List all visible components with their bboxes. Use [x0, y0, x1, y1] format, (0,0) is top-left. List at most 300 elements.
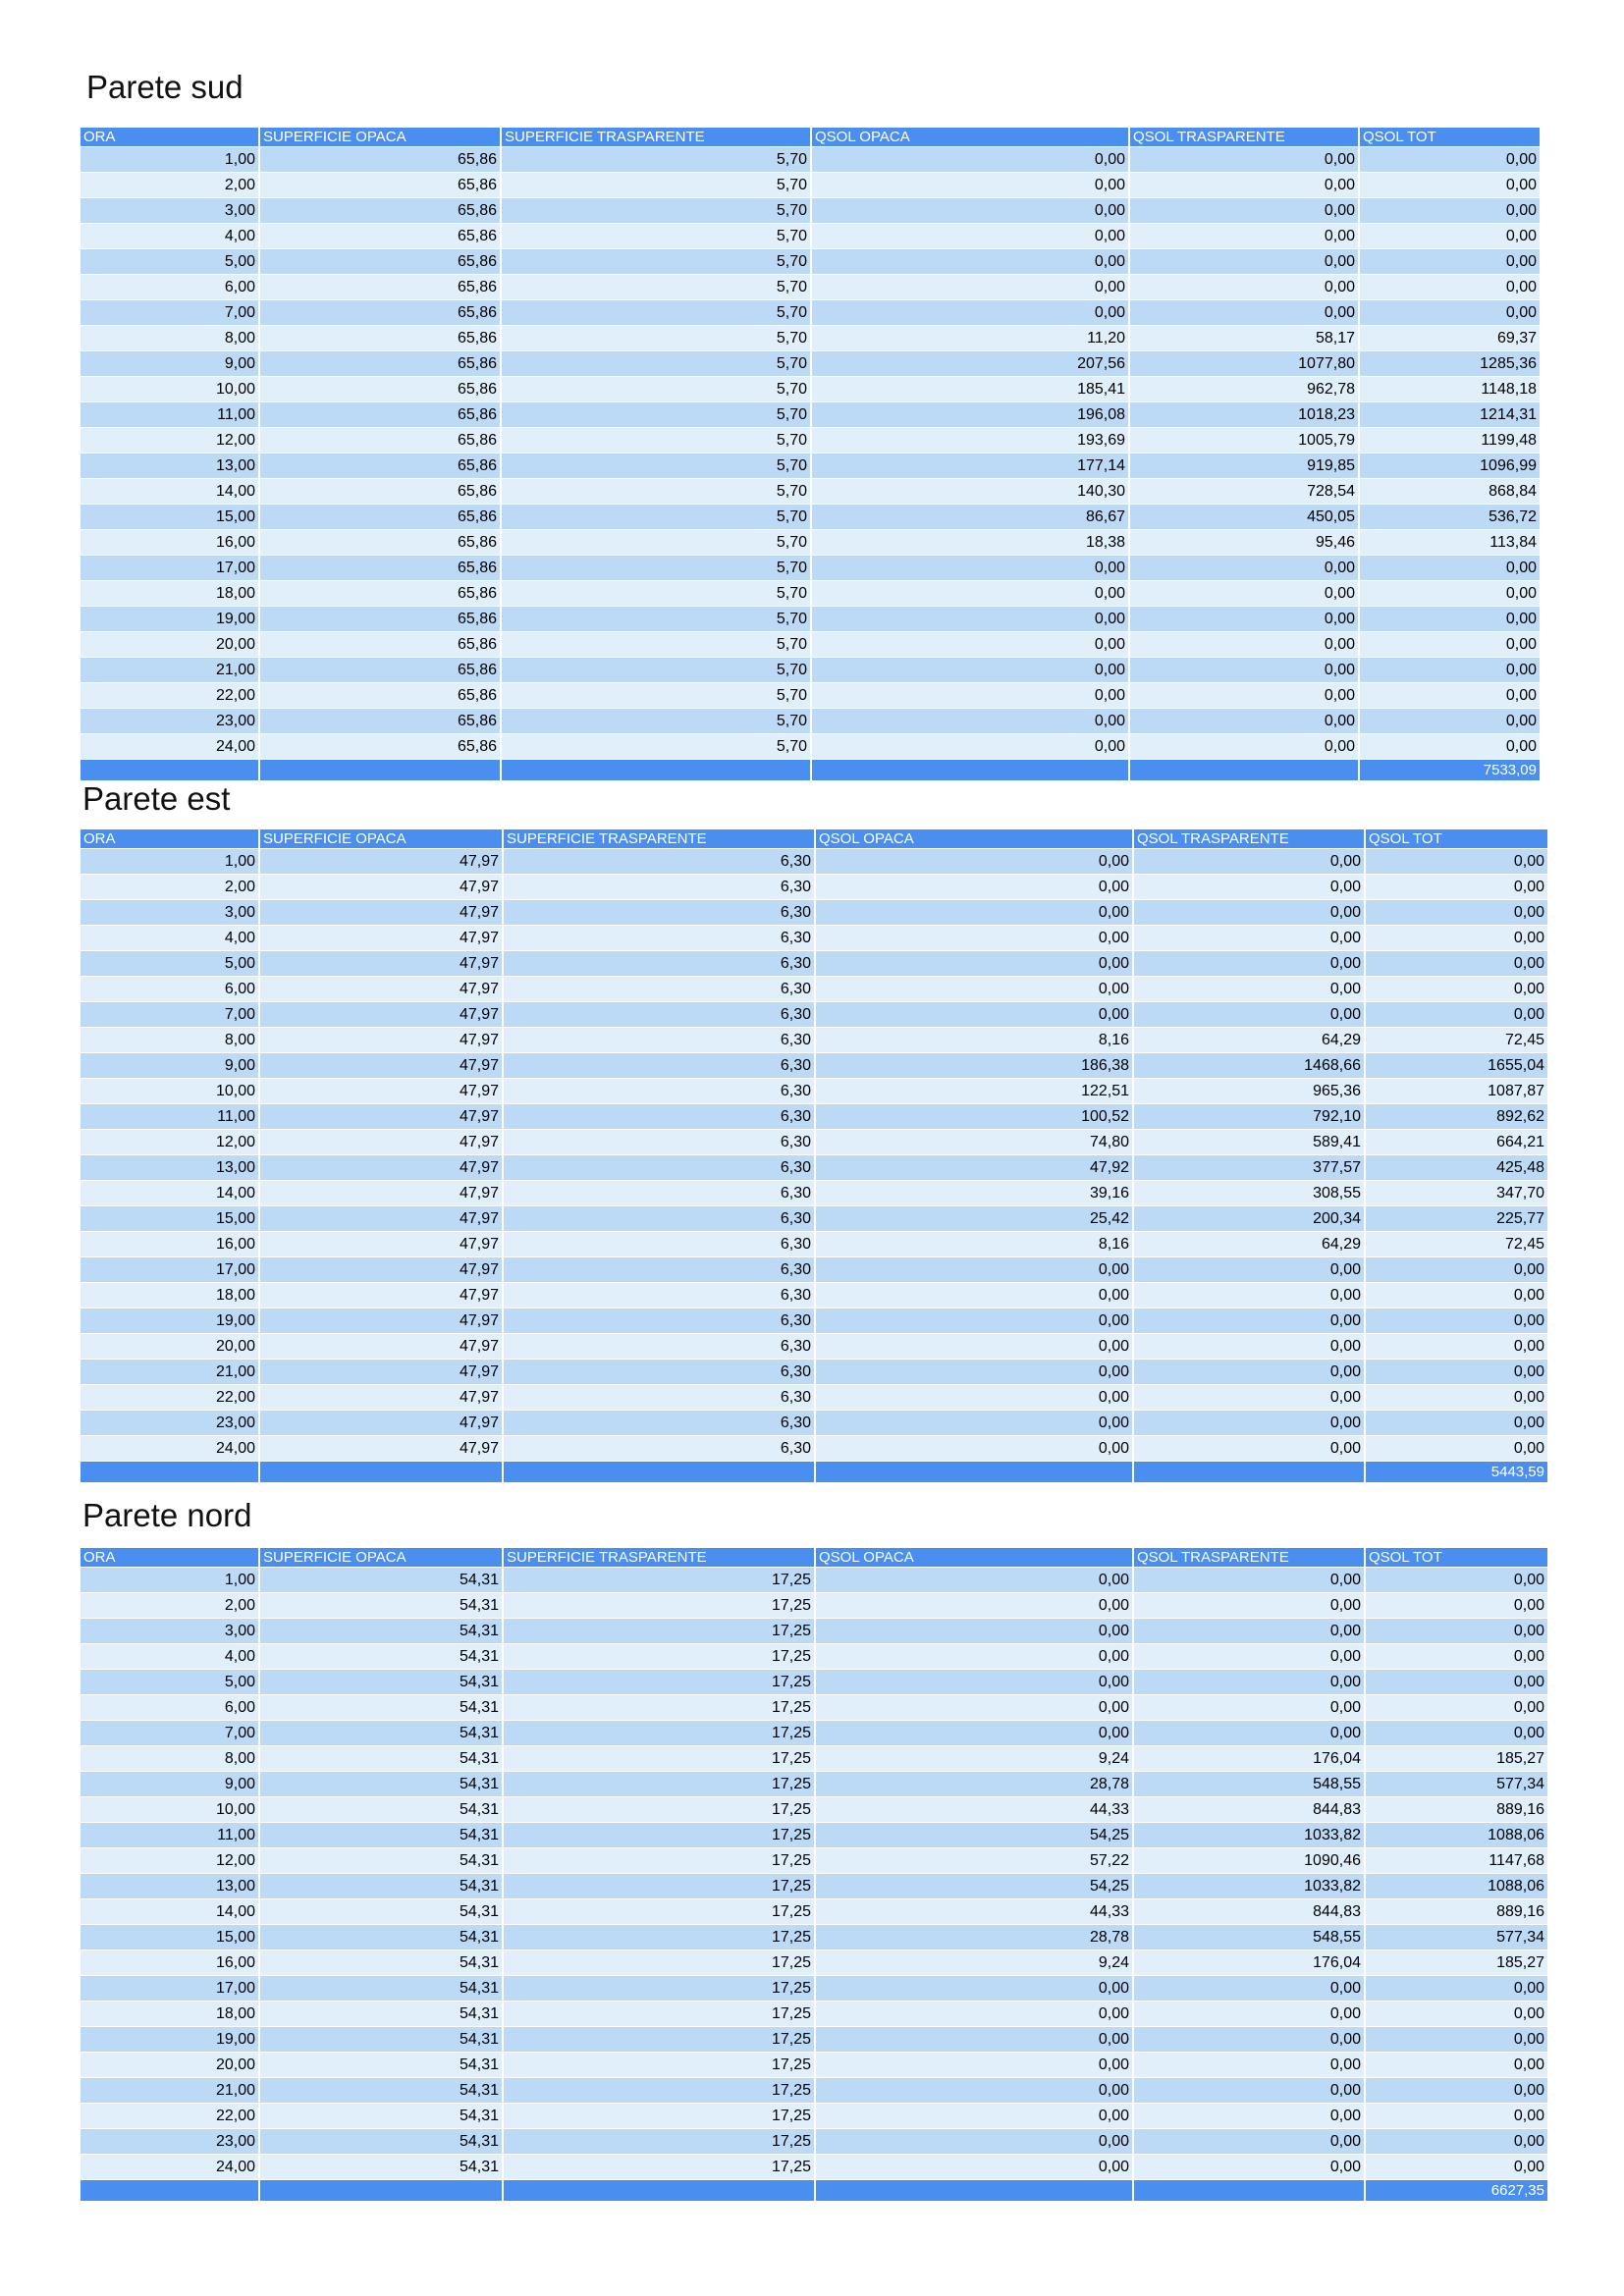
total-cell-empty — [1129, 760, 1359, 781]
table-cell: 6,30 — [503, 1385, 815, 1411]
table-cell: 0,00 — [1365, 1619, 1547, 1644]
table-cell: 2,00 — [81, 173, 259, 198]
table-cell: 5,70 — [501, 326, 811, 351]
table-cell: 176,04 — [1133, 1950, 1365, 1976]
table-row — [81, 1181, 1547, 1206]
table-cell: 17,25 — [503, 1746, 815, 1772]
table-cell: 19,00 — [81, 1308, 259, 1334]
table-cell: 17,25 — [503, 1670, 815, 1695]
table-cell: 664,21 — [1365, 1130, 1547, 1155]
column-header: QSOL OPACA — [815, 1548, 1133, 1568]
table-cell: 0,00 — [1365, 2104, 1547, 2129]
table-cell: 6,30 — [503, 1181, 815, 1206]
table-cell: 0,00 — [1129, 249, 1359, 275]
table-cell: 185,27 — [1365, 1746, 1547, 1772]
table-cell: 17,25 — [503, 1721, 815, 1746]
table-cell: 892,62 — [1365, 1104, 1547, 1130]
table-row — [81, 556, 1540, 581]
table-row — [81, 1308, 1547, 1334]
table-cell: 17,25 — [503, 1899, 815, 1925]
table-cell: 5,70 — [501, 377, 811, 402]
table-cell: 6,30 — [503, 1308, 815, 1334]
total-cell-empty — [81, 760, 259, 781]
section-title: Parete nord — [82, 1497, 252, 1533]
table-cell: 12,00 — [81, 1130, 259, 1155]
table-cell: 3,00 — [81, 198, 259, 224]
table-cell: 0,00 — [811, 709, 1129, 734]
total-row — [81, 760, 1540, 781]
column-header: QSOL OPACA — [815, 829, 1133, 849]
column-header: SUPERFICIE TRASPARENTE — [503, 1548, 815, 1568]
table-cell: 185,41 — [811, 377, 1129, 402]
table-cell: 15,00 — [81, 1206, 259, 1232]
table-cell: 536,72 — [1359, 505, 1540, 530]
table-cell: 69,37 — [1359, 326, 1540, 351]
table-cell: 0,00 — [811, 249, 1129, 275]
table-row — [81, 249, 1540, 275]
table-cell: 0,00 — [1133, 977, 1365, 1002]
table-cell: 0,00 — [1365, 926, 1547, 951]
total-cell-empty — [815, 1462, 1133, 1483]
table-cell: 0,00 — [815, 2129, 1133, 2155]
table-cell: 0,00 — [815, 1334, 1133, 1360]
table-cell: 1090,46 — [1133, 1848, 1365, 1874]
table-cell: 0,00 — [815, 2027, 1133, 2053]
table-row — [81, 1950, 1547, 1976]
table-cell: 1214,31 — [1359, 402, 1540, 428]
table-cell: 9,24 — [815, 1950, 1133, 1976]
table-cell: 24,00 — [81, 734, 259, 760]
table-cell: 64,29 — [1133, 1028, 1365, 1053]
table-cell: 8,16 — [815, 1232, 1133, 1257]
table-cell: 0,00 — [1359, 300, 1540, 326]
table-cell: 1468,66 — [1133, 1053, 1365, 1079]
table-cell: 1087,87 — [1365, 1079, 1547, 1104]
table-cell: 207,56 — [811, 351, 1129, 377]
table-cell: 47,97 — [259, 926, 503, 951]
table-cell: 965,36 — [1133, 1079, 1365, 1104]
table-cell: 6,30 — [503, 1104, 815, 1130]
table-cell: 6,30 — [503, 1257, 815, 1283]
table-cell: 0,00 — [811, 300, 1129, 326]
table-cell: 792,10 — [1133, 1104, 1365, 1130]
table-cell: 0,00 — [1365, 2078, 1547, 2104]
table-cell: 21,00 — [81, 1360, 259, 1385]
table-cell: 65,86 — [259, 249, 501, 275]
table-cell: 577,34 — [1365, 1925, 1547, 1950]
table-cell: 65,86 — [259, 173, 501, 198]
table-cell: 0,00 — [1133, 1976, 1365, 2002]
total-cell-empty — [259, 2180, 503, 2202]
table-cell: 9,24 — [815, 1746, 1133, 1772]
table-cell: 0,00 — [1359, 556, 1540, 581]
table-cell: 47,97 — [259, 951, 503, 977]
table-cell: 21,00 — [81, 2078, 259, 2104]
table-cell: 8,16 — [815, 1028, 1133, 1053]
table-cell: 0,00 — [811, 556, 1129, 581]
table-cell: 100,52 — [815, 1104, 1133, 1130]
table-cell: 17,25 — [503, 1950, 815, 1976]
table-cell: 47,97 — [259, 1130, 503, 1155]
table-row — [81, 1797, 1547, 1823]
table-row — [81, 658, 1540, 683]
table-cell: 6,30 — [503, 926, 815, 951]
table-cell: 17,00 — [81, 1257, 259, 1283]
table-cell: 5,70 — [501, 734, 811, 760]
total-cell-empty — [1133, 2180, 1365, 2202]
table-cell: 0,00 — [1365, 849, 1547, 875]
table-row — [81, 1746, 1547, 1772]
table-cell: 47,97 — [259, 1385, 503, 1411]
total-cell-empty — [501, 760, 811, 781]
table-body — [81, 147, 1540, 781]
table-cell: 24,00 — [81, 2155, 259, 2180]
table-row — [81, 2002, 1547, 2027]
table-row — [81, 875, 1547, 900]
table-cell: 15,00 — [81, 1925, 259, 1950]
column-header: QSOL TOT — [1365, 829, 1547, 849]
table-cell: 54,31 — [259, 2155, 503, 2180]
table-cell: 20,00 — [81, 2053, 259, 2078]
table-cell: 868,84 — [1359, 479, 1540, 505]
table-cell: 200,34 — [1133, 1206, 1365, 1232]
table-cell: 54,31 — [259, 1695, 503, 1721]
table-row — [81, 1695, 1547, 1721]
table-cell: 548,55 — [1133, 1772, 1365, 1797]
table-row — [81, 428, 1540, 454]
table-cell: 0,00 — [815, 951, 1133, 977]
table-cell: 17,25 — [503, 1874, 815, 1899]
table-cell: 2,00 — [81, 1593, 259, 1619]
table-cell: 47,97 — [259, 1334, 503, 1360]
table-cell: 5,70 — [501, 479, 811, 505]
table-cell: 0,00 — [1365, 1670, 1547, 1695]
table-cell: 17,25 — [503, 1593, 815, 1619]
table-cell: 0,00 — [1133, 1411, 1365, 1436]
table-row — [81, 1028, 1547, 1053]
table-cell: 0,00 — [1133, 1644, 1365, 1670]
table-cell: 225,77 — [1365, 1206, 1547, 1232]
table-cell: 0,00 — [1133, 1436, 1365, 1462]
table-cell: 589,41 — [1133, 1130, 1365, 1155]
table-cell: 65,86 — [259, 147, 501, 173]
table-cell: 0,00 — [815, 1593, 1133, 1619]
table-cell: 54,25 — [815, 1823, 1133, 1848]
table-cell: 0,00 — [815, 1360, 1133, 1385]
table-row — [81, 147, 1540, 173]
table-cell: 18,00 — [81, 1283, 259, 1308]
table-row — [81, 300, 1540, 326]
table-cell: 65,86 — [259, 275, 501, 300]
table-cell: 17,25 — [503, 2129, 815, 2155]
table-cell: 47,97 — [259, 1155, 503, 1181]
table-cell: 0,00 — [1359, 249, 1540, 275]
table-cell: 5,00 — [81, 1670, 259, 1695]
table-cell: 5,70 — [501, 581, 811, 607]
table-cell: 13,00 — [81, 1874, 259, 1899]
table-cell: 54,31 — [259, 1848, 503, 1874]
table-body — [81, 849, 1547, 1483]
table-cell: 10,00 — [81, 1797, 259, 1823]
table-cell: 57,22 — [815, 1848, 1133, 1874]
table-cell: 0,00 — [811, 683, 1129, 709]
table-cell: 47,97 — [259, 900, 503, 926]
table-cell: 6,30 — [503, 1130, 815, 1155]
table-cell: 54,31 — [259, 1797, 503, 1823]
column-header: SUPERFICIE OPACA — [259, 1548, 503, 1568]
table-cell: 5,70 — [501, 709, 811, 734]
table-row — [81, 1283, 1547, 1308]
table-row — [81, 1053, 1547, 1079]
table-cell: 17,25 — [503, 1823, 815, 1848]
table-cell: 11,00 — [81, 1104, 259, 1130]
total-cell-empty — [1133, 1462, 1365, 1483]
table-cell: 347,70 — [1365, 1181, 1547, 1206]
table-row — [81, 926, 1547, 951]
table-cell: 95,46 — [1129, 530, 1359, 556]
table-cell: 0,00 — [1129, 300, 1359, 326]
table-cell: 0,00 — [815, 1436, 1133, 1462]
table-row — [81, 951, 1547, 977]
table-cell: 65,86 — [259, 224, 501, 249]
table-cell: 65,86 — [259, 428, 501, 454]
table-row — [81, 454, 1540, 479]
table-cell: 17,25 — [503, 2027, 815, 2053]
total-cell-empty — [81, 1462, 259, 1483]
table-cell: 0,00 — [815, 1002, 1133, 1028]
table-row — [81, 1206, 1547, 1232]
table-cell: 0,00 — [1359, 198, 1540, 224]
table-cell: 47,97 — [259, 1053, 503, 1079]
table-cell: 0,00 — [815, 1411, 1133, 1436]
table-cell: 23,00 — [81, 2129, 259, 2155]
table-cell: 0,00 — [815, 2155, 1133, 2180]
table-cell: 0,00 — [1359, 658, 1540, 683]
table-cell: 0,00 — [1365, 1593, 1547, 1619]
table-header-row — [81, 829, 1547, 849]
table-cell: 17,00 — [81, 556, 259, 581]
column-header: QSOL TOT — [1365, 1548, 1547, 1568]
table-cell: 65,86 — [259, 530, 501, 556]
table-cell: 65,86 — [259, 709, 501, 734]
total-cell-empty — [259, 760, 501, 781]
table-cell: 65,86 — [259, 556, 501, 581]
table-cell: 72,45 — [1365, 1028, 1547, 1053]
table-cell: 548,55 — [1133, 1925, 1365, 1950]
table-cell: 54,31 — [259, 1746, 503, 1772]
column-header: QSOL TRASPARENTE — [1133, 1548, 1365, 1568]
total-row — [81, 1462, 1547, 1483]
table-cell: 47,92 — [815, 1155, 1133, 1181]
table-cell: 20,00 — [81, 632, 259, 658]
table-cell: 0,00 — [811, 658, 1129, 683]
table-row — [81, 173, 1540, 198]
table-cell: 5,00 — [81, 951, 259, 977]
table-cell: 65,86 — [259, 734, 501, 760]
table-cell: 6,30 — [503, 1079, 815, 1104]
table-cell: 0,00 — [1365, 1436, 1547, 1462]
table-cell: 47,97 — [259, 1360, 503, 1385]
table-cell: 16,00 — [81, 1950, 259, 1976]
table-cell: 44,33 — [815, 1797, 1133, 1823]
table-cell: 844,83 — [1133, 1899, 1365, 1925]
table-row — [81, 2129, 1547, 2155]
table-row — [81, 1232, 1547, 1257]
column-header: QSOL TRASPARENTE — [1133, 829, 1365, 849]
table-cell: 0,00 — [1365, 1360, 1547, 1385]
table-cell: 54,31 — [259, 1644, 503, 1670]
table-cell: 54,31 — [259, 1772, 503, 1797]
table-row — [81, 530, 1540, 556]
table-cell: 11,20 — [811, 326, 1129, 351]
table-cell: 5,70 — [501, 607, 811, 632]
table-cell: 0,00 — [1129, 709, 1359, 734]
table-cell: 54,31 — [259, 1976, 503, 2002]
table-cell: 5,70 — [501, 198, 811, 224]
table-cell: 54,31 — [259, 1593, 503, 1619]
total-value: 5443,59 — [1365, 1462, 1547, 1483]
table-cell: 54,31 — [259, 2078, 503, 2104]
table-cell: 0,00 — [811, 173, 1129, 198]
table-cell: 308,55 — [1133, 1181, 1365, 1206]
table-cell: 5,70 — [501, 173, 811, 198]
table-cell: 0,00 — [1365, 2129, 1547, 2155]
table-cell: 14,00 — [81, 1899, 259, 1925]
table-row — [81, 581, 1540, 607]
table-cell: 12,00 — [81, 428, 259, 454]
table-cell: 0,00 — [1365, 2027, 1547, 2053]
table-cell: 0,00 — [815, 2002, 1133, 2027]
table-cell: 5,70 — [501, 224, 811, 249]
table-row — [81, 275, 1540, 300]
table-cell: 44,33 — [815, 1899, 1133, 1925]
table-cell: 0,00 — [1133, 1385, 1365, 1411]
table-cell: 47,97 — [259, 1283, 503, 1308]
table-cell: 47,97 — [259, 1104, 503, 1130]
table-cell: 0,00 — [815, 1721, 1133, 1746]
table-cell: 6,30 — [503, 977, 815, 1002]
table-cell: 5,70 — [501, 147, 811, 173]
table-cell: 5,70 — [501, 632, 811, 658]
table-cell: 0,00 — [811, 632, 1129, 658]
table-row — [81, 377, 1540, 402]
table-row — [81, 402, 1540, 428]
table-cell: 54,31 — [259, 1619, 503, 1644]
total-cell-empty — [503, 2180, 815, 2202]
table-cell: 17,00 — [81, 1976, 259, 2002]
table-cell: 0,00 — [815, 1976, 1133, 2002]
table-cell: 1005,79 — [1129, 428, 1359, 454]
table-cell: 0,00 — [811, 275, 1129, 300]
table-cell: 86,67 — [811, 505, 1129, 530]
table-cell: 962,78 — [1129, 377, 1359, 402]
table-cell: 64,29 — [1133, 1232, 1365, 1257]
data-table — [81, 128, 1540, 780]
table-cell: 17,25 — [503, 2104, 815, 2129]
table-row — [81, 2053, 1547, 2078]
table-cell: 54,31 — [259, 2027, 503, 2053]
table-cell: 22,00 — [81, 2104, 259, 2129]
column-header: SUPERFICIE TRASPARENTE — [503, 829, 815, 849]
table-cell: 39,16 — [815, 1181, 1133, 1206]
table-cell: 919,85 — [1129, 454, 1359, 479]
table-cell: 6,30 — [503, 1436, 815, 1462]
table-cell: 1018,23 — [1129, 402, 1359, 428]
table-cell: 0,00 — [1365, 951, 1547, 977]
table-row — [81, 505, 1540, 530]
table-header-row — [81, 1548, 1547, 1568]
table-cell: 23,00 — [81, 709, 259, 734]
table-cell: 0,00 — [815, 1695, 1133, 1721]
table-cell: 65,86 — [259, 198, 501, 224]
table-cell: 0,00 — [1133, 1619, 1365, 1644]
table-cell: 8,00 — [81, 1028, 259, 1053]
table-cell: 6,00 — [81, 977, 259, 1002]
table-cell: 9,00 — [81, 1772, 259, 1797]
table-cell: 1096,99 — [1359, 454, 1540, 479]
table-cell: 47,97 — [259, 1206, 503, 1232]
table-cell: 17,25 — [503, 2002, 815, 2027]
table-cell: 28,78 — [815, 1772, 1133, 1797]
table-cell: 54,31 — [259, 1899, 503, 1925]
table-cell: 24,00 — [81, 1436, 259, 1462]
table-cell: 5,70 — [501, 428, 811, 454]
table-cell: 1148,18 — [1359, 377, 1540, 402]
table-cell: 1088,06 — [1365, 1874, 1547, 1899]
table-cell: 0,00 — [1129, 147, 1359, 173]
table-cell: 6,30 — [503, 1028, 815, 1053]
table-cell: 0,00 — [1365, 900, 1547, 926]
table-row — [81, 1155, 1547, 1181]
table-cell: 17,25 — [503, 1568, 815, 1593]
table-cell: 0,00 — [815, 1385, 1133, 1411]
table-cell: 6,30 — [503, 951, 815, 977]
section-title: Parete sud — [86, 69, 244, 105]
table-cell: 425,48 — [1365, 1155, 1547, 1181]
table-cell: 47,97 — [259, 1002, 503, 1028]
table-cell: 0,00 — [815, 926, 1133, 951]
table-cell: 17,25 — [503, 1848, 815, 1874]
table-cell: 5,70 — [501, 454, 811, 479]
table-cell: 0,00 — [1133, 849, 1365, 875]
table-cell: 177,14 — [811, 454, 1129, 479]
table-cell: 0,00 — [1133, 2155, 1365, 2180]
table-header-row — [81, 128, 1540, 147]
column-header: QSOL TRASPARENTE — [1129, 128, 1359, 147]
table-cell: 65,86 — [259, 632, 501, 658]
table-cell: 0,00 — [1133, 1257, 1365, 1283]
table-cell: 0,00 — [1359, 275, 1540, 300]
table-cell: 0,00 — [1359, 734, 1540, 760]
table-cell: 65,86 — [259, 505, 501, 530]
table-row — [81, 1257, 1547, 1283]
total-value: 6627,35 — [1365, 2180, 1547, 2202]
table-cell: 0,00 — [1365, 2053, 1547, 2078]
table-cell: 0,00 — [1133, 1308, 1365, 1334]
table-cell: 65,86 — [259, 683, 501, 709]
table-cell: 1033,82 — [1133, 1823, 1365, 1848]
table-cell: 0,00 — [1129, 734, 1359, 760]
table-cell: 47,97 — [259, 1079, 503, 1104]
table-row — [81, 709, 1540, 734]
table-cell: 0,00 — [1365, 1385, 1547, 1411]
table-cell: 0,00 — [1359, 224, 1540, 249]
table-cell: 0,00 — [1365, 1644, 1547, 1670]
table-cell: 7,00 — [81, 300, 259, 326]
table-cell: 6,30 — [503, 1334, 815, 1360]
total-cell-empty — [81, 2180, 259, 2202]
table-cell: 0,00 — [815, 1283, 1133, 1308]
